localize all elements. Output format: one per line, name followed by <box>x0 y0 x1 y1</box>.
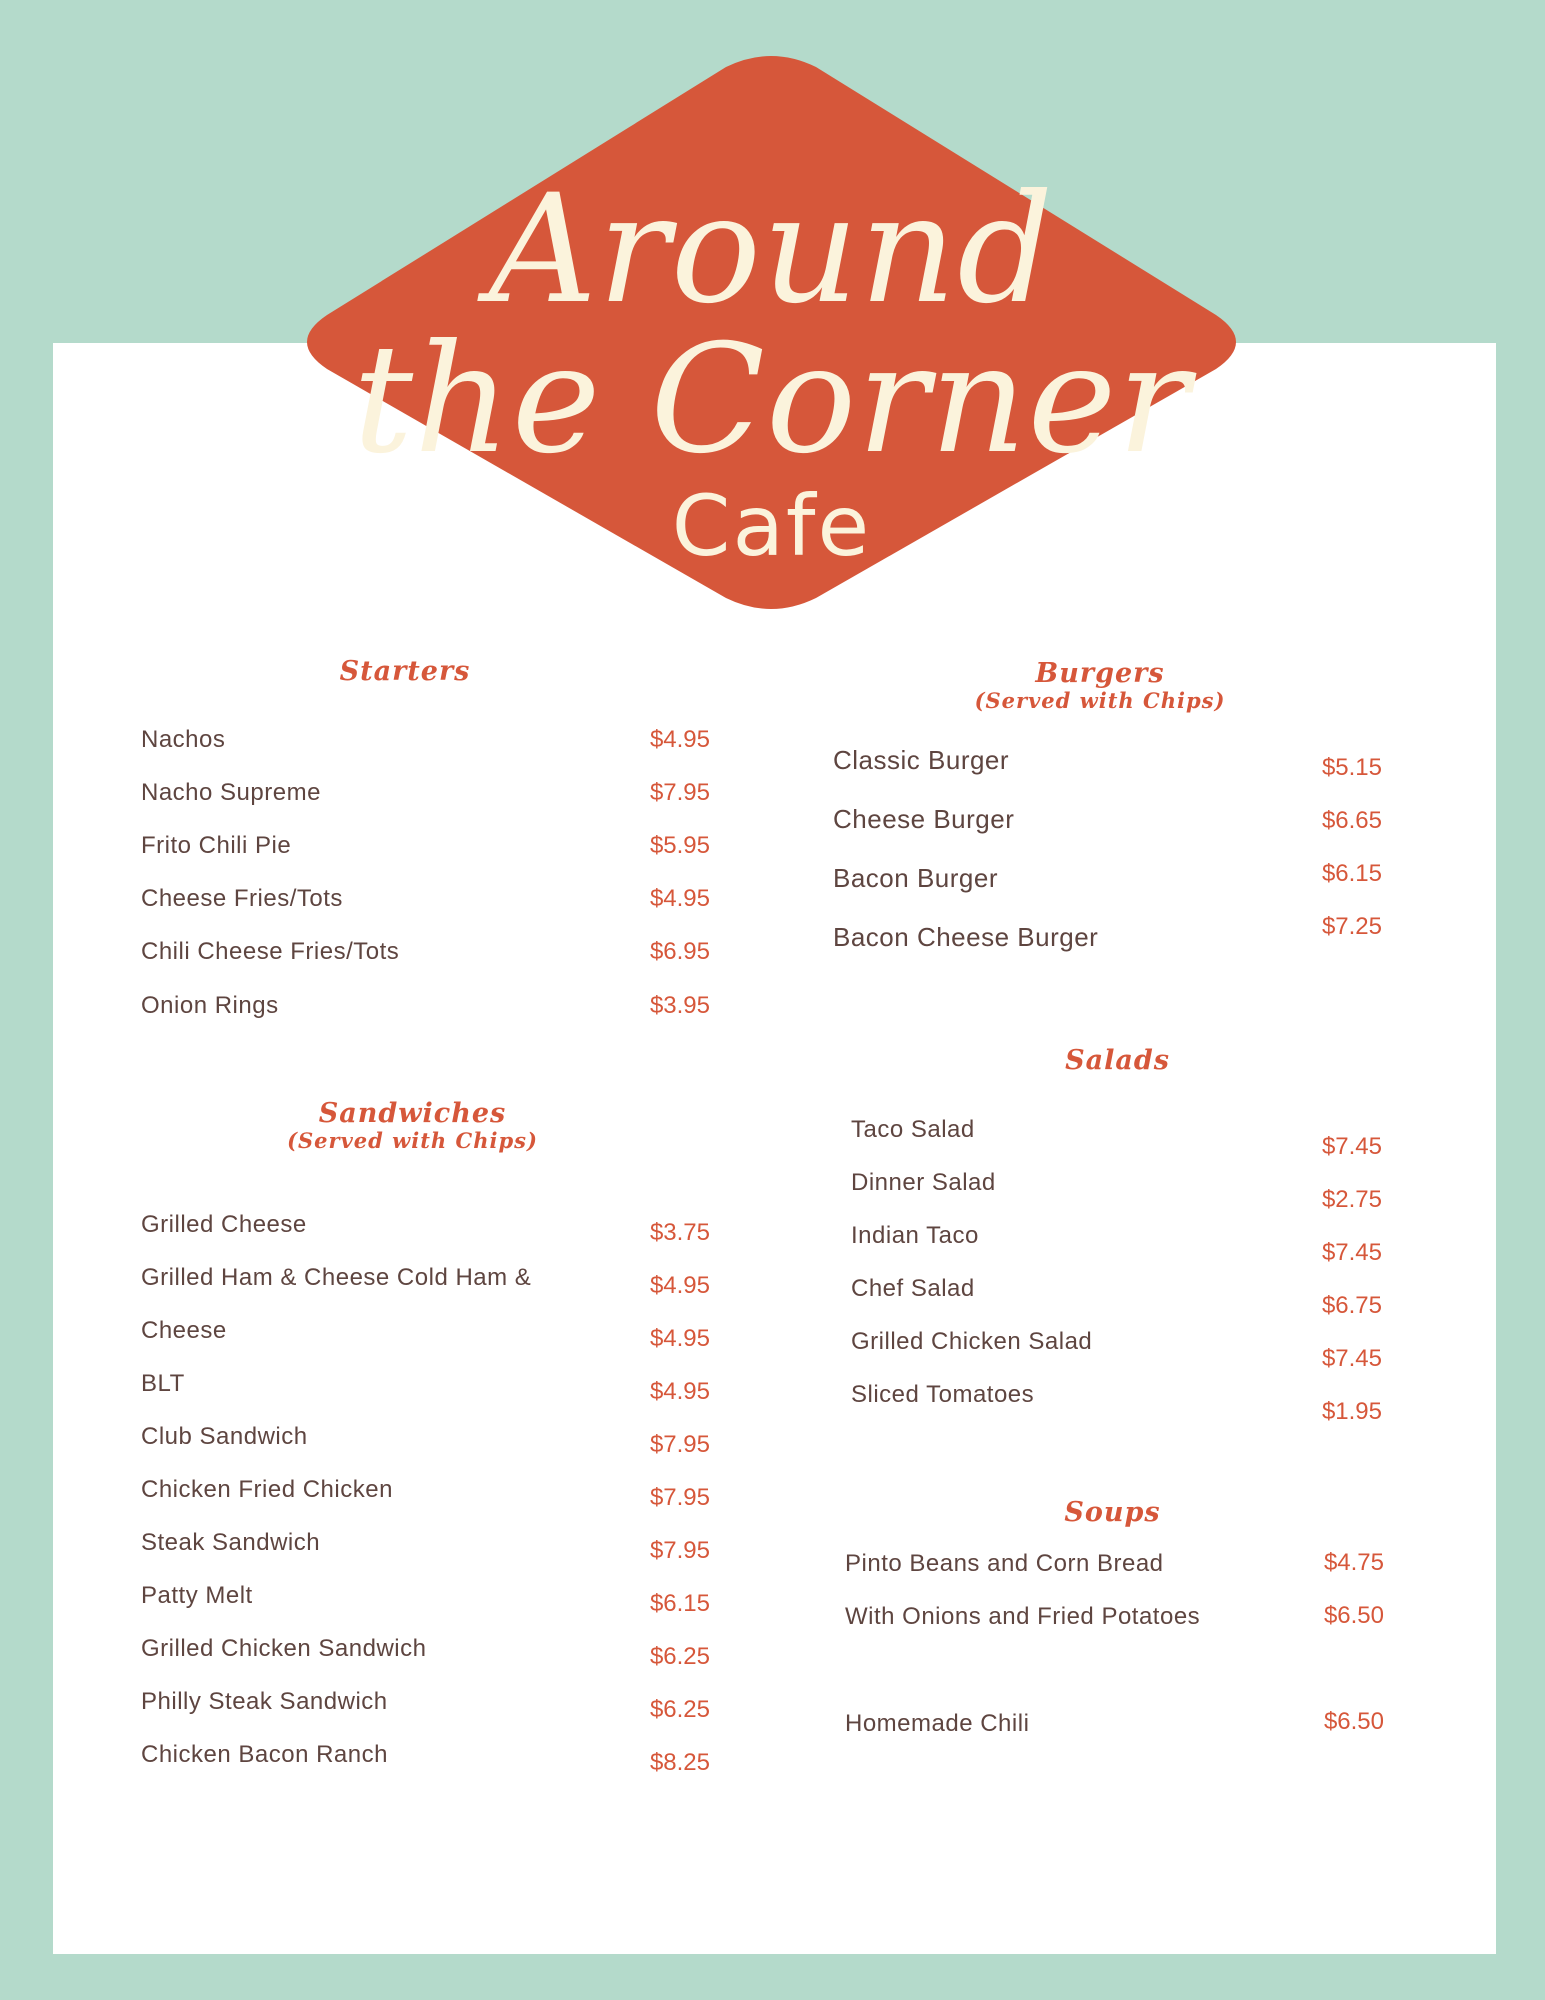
menu-item-price: $7.95 <box>649 1537 710 1564</box>
starters-heading: Starters <box>339 656 471 687</box>
menu-item-price: $5.95 <box>649 832 710 859</box>
menu-item-name: Sliced Tomatoes <box>851 1381 1035 1408</box>
menu-item-price: $5.15 <box>1321 754 1382 781</box>
menu-item-price: $6.15 <box>649 1590 710 1617</box>
menu-item-price: $1.95 <box>1321 1398 1382 1425</box>
menu-item-price: $6.15 <box>1321 860 1382 887</box>
sandwiches-heading: Sandwiches <box>318 1098 507 1129</box>
menu-item-price: $7.45 <box>1321 1345 1382 1372</box>
menu-item-price: $4.95 <box>649 1325 710 1352</box>
menu-item-name: Grilled Chicken Sandwich <box>141 1635 427 1662</box>
menu-item-name: Onion Rings <box>141 992 279 1019</box>
menu-item-price: $4.75 <box>1323 1549 1384 1576</box>
menu-item-name: Club Sandwich <box>141 1423 308 1450</box>
menu-item-name: Cheese Fries/Tots <box>141 885 343 912</box>
menu-item-name: Taco Salad <box>851 1116 975 1143</box>
salads-heading: Salads <box>1065 1045 1170 1076</box>
menu-item-name: Chicken Bacon Ranch <box>141 1741 388 1768</box>
menu-item-name: Frito Chili Pie <box>141 832 292 859</box>
logo-line-cafe: Cafe <box>671 477 872 575</box>
menu-item-name: Grilled Cheese <box>141 1211 307 1238</box>
menu-item-name: Nachos <box>141 726 226 753</box>
menu-item-name: Bacon Burger <box>833 863 998 893</box>
menu-item-name: Dinner Salad <box>851 1169 996 1196</box>
logo-line-around: Around <box>488 163 1055 337</box>
sandwiches-subheading: (Served with Chips) <box>287 1128 538 1153</box>
menu-item-name: Grilled Chicken Salad <box>851 1328 1093 1355</box>
menu-item-name: Cheese <box>141 1317 227 1344</box>
menu-item-price: $4.95 <box>649 885 710 912</box>
menu-item-price: $3.75 <box>649 1219 710 1246</box>
menu-item-price: $6.50 <box>1323 1602 1384 1629</box>
menu-item-price: $4.95 <box>649 1378 710 1405</box>
menu-item-name: Bacon Cheese Burger <box>833 922 1099 952</box>
menu-item-name: Cheese Burger <box>833 804 1015 834</box>
menu-item-price: $8.25 <box>649 1749 710 1776</box>
menu-item-price: $7.95 <box>649 1431 710 1458</box>
menu-item-price: $2.75 <box>1321 1186 1382 1213</box>
menu-item-name: Homemade Chili <box>845 1710 1030 1737</box>
menu-item-price: $6.50 <box>1323 1708 1384 1735</box>
burgers-subheading: (Served with Chips) <box>974 688 1226 713</box>
menu-item-name: Chicken Fried Chicken <box>141 1476 393 1503</box>
menu-item-name: Steak Sandwich <box>141 1529 321 1556</box>
menu-item-price: $6.65 <box>1321 807 1382 834</box>
menu-item-price: $4.95 <box>649 726 710 753</box>
menu-item-price: $7.95 <box>649 779 710 806</box>
menu-item-price: $7.25 <box>1321 913 1382 940</box>
menu-item-name: Indian Taco <box>851 1222 979 1249</box>
menu-item-name: Chef Salad <box>851 1275 975 1302</box>
menu-item-name: Pinto Beans and Corn Bread <box>845 1550 1164 1577</box>
menu-item-price: $7.45 <box>1321 1133 1382 1160</box>
menu-item-name: Chili Cheese Fries/Tots <box>141 938 400 965</box>
logo-badge <box>296 55 1247 610</box>
logo-line-the-corner: the Corner <box>352 313 1191 487</box>
menu-item-price: $6.75 <box>1321 1292 1382 1319</box>
menu-item-name: With Onions and Fried Potatoes <box>845 1603 1201 1630</box>
menu-item-name: Philly Steak Sandwich <box>141 1688 388 1715</box>
menu-item-price: $3.95 <box>649 992 710 1019</box>
menu-item-name: Patty Melt <box>141 1582 253 1609</box>
menu-item-name: BLT <box>141 1370 185 1397</box>
menu-item-price: $6.95 <box>649 938 710 965</box>
menu-item-price: $7.95 <box>649 1484 710 1511</box>
menu-item-name: Grilled Ham & Cheese Cold Ham & <box>141 1264 532 1291</box>
menu-item-name: Nacho Supreme <box>141 779 321 806</box>
menu-item-price: $7.45 <box>1321 1239 1382 1266</box>
menu-item-price: $6.25 <box>649 1696 710 1723</box>
burgers-heading: Burgers <box>1035 658 1165 689</box>
menu-item-price: $4.95 <box>649 1272 710 1299</box>
soups-heading: Soups <box>1064 1497 1161 1528</box>
menu-item-name: Classic Burger <box>833 745 1010 775</box>
menu-item-price: $6.25 <box>649 1643 710 1670</box>
